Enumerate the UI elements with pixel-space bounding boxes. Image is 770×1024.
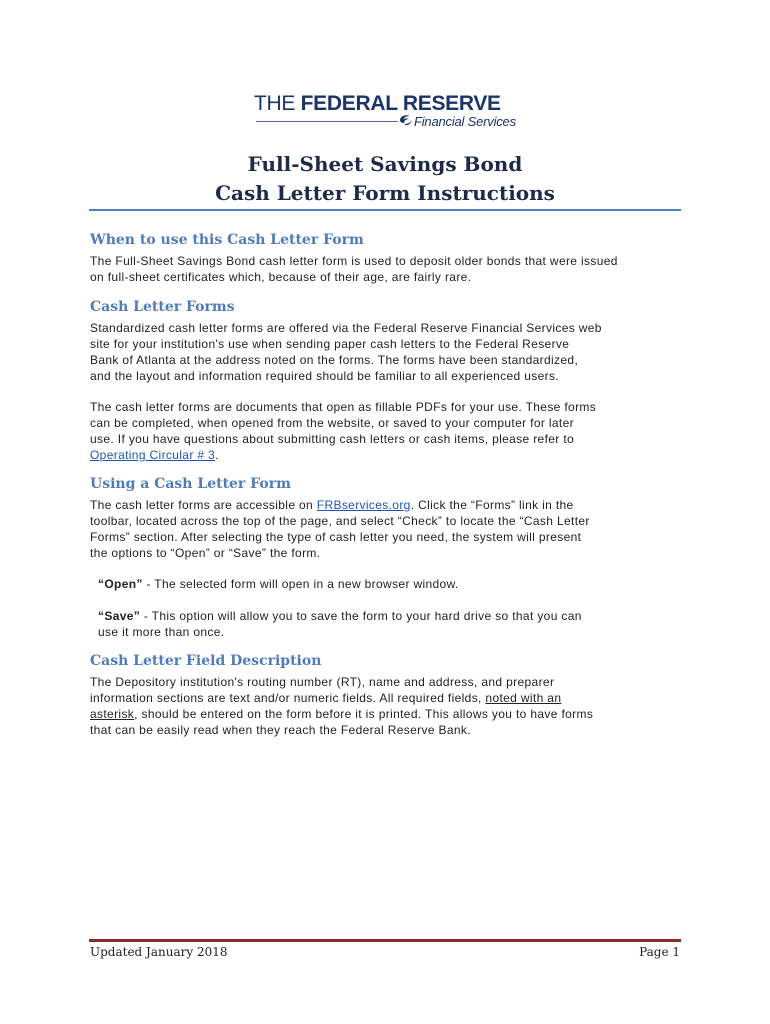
page-title xyxy=(90,150,680,208)
title-line-1: Full-Sheet Savings Bond xyxy=(247,152,523,176)
footer-updated-date: Updated January 2018 xyxy=(90,945,228,959)
text-line: use. If you have questions about submitting cash letters or cash items, please refer to xyxy=(90,432,575,446)
heading-when-to-use: When to use this Cash Letter Form xyxy=(90,232,364,248)
open-label: “Open” xyxy=(98,577,143,591)
text-fragment: The cash letter forms are accessible on xyxy=(90,498,317,512)
logo-wordmark xyxy=(254,92,501,116)
text-line: The Depository institution's routing number (RT), name and address, and preparer xyxy=(90,675,555,689)
title-line-2: Cash Letter Form Instructions xyxy=(215,181,555,205)
paragraph-field-description xyxy=(90,674,680,738)
text-line: that can be easily read when they reach the Federal Reserve Bank. xyxy=(90,723,471,737)
text-line xyxy=(98,608,678,624)
text-line: The cash letter forms are documents that open as fillable PDFs for your use. These forms xyxy=(90,400,597,414)
paragraph-when-to-use xyxy=(90,253,680,285)
save-label: “Save” xyxy=(98,609,141,623)
period: . xyxy=(215,448,219,462)
heading-field-description: Cash Letter Field Description xyxy=(90,653,322,669)
text-line: Bank of Atlanta at the address noted on the forms. The forms have been standardized, xyxy=(90,353,579,367)
logo-financial-services: Financial Services xyxy=(414,114,516,129)
text-fragment: , should be entered on the form before it is printed. This allows you to have forms xyxy=(134,707,594,721)
heading-cash-letter-forms: Cash Letter Forms xyxy=(90,299,235,315)
underlined-text: asterisk xyxy=(90,707,135,721)
logo-federal-reserve: FEDERAL RESERVE xyxy=(300,92,501,115)
footer-page-number: Page 1 xyxy=(639,945,680,959)
operating-circular-link[interactable]: Operating Circular # 3 xyxy=(90,448,216,462)
paragraph-forms-1 xyxy=(90,320,680,384)
text-line xyxy=(90,447,680,463)
text-line: Forms” section. After selecting the type of cash letter you need, the system will present xyxy=(90,530,582,544)
text-line xyxy=(98,576,678,592)
title-divider xyxy=(89,209,681,211)
underlined-text: noted with an xyxy=(485,691,562,705)
text-line: toolbar, located across the top of the page, and select “Check” to locate the “Cash Letter xyxy=(90,514,590,528)
paragraph-forms-2 xyxy=(90,399,680,463)
financial-services-swirl-icon xyxy=(398,113,414,127)
text-fragment: . Click the “Forms” link in the xyxy=(410,498,574,512)
logo-the: THE xyxy=(254,92,296,115)
text-line xyxy=(90,706,680,722)
footer-divider xyxy=(89,939,681,942)
save-description: - This option will allow you to save the form to your hard drive so that you can xyxy=(140,609,582,623)
heading-using-cash-letter-form: Using a Cash Letter Form xyxy=(90,476,291,492)
text-line: Standardized cash letter forms are offered via the Federal Reserve Financial Services web xyxy=(90,321,602,335)
text-line: The Full-Sheet Savings Bond cash letter form is used to deposit older bonds that were issued xyxy=(90,254,618,268)
text-line: and the layout and information required should be familiar to all experienced users. xyxy=(90,369,559,383)
paragraph-using xyxy=(90,497,680,561)
text-line: use it more than once. xyxy=(98,625,225,639)
option-save xyxy=(98,608,678,640)
frbservices-link[interactable]: FRBservices.org xyxy=(316,498,411,512)
text-line: on full-sheet certificates which, because of their age, are fairly rare. xyxy=(90,270,472,284)
text-line xyxy=(90,690,680,706)
logo-rule xyxy=(256,121,398,122)
text-line xyxy=(90,497,680,513)
option-open xyxy=(98,576,678,592)
text-line: site for your institution's use when sending paper cash letters to the Federal Reserve xyxy=(90,337,570,351)
text-fragment: information sections are text and/or numeric fields. All required fields, xyxy=(90,691,486,705)
text-line: the options to “Open” or “Save” the form. xyxy=(90,546,321,560)
text-line: can be completed, when opened from the website, or saved to your computer for later xyxy=(90,416,574,430)
federal-reserve-logo xyxy=(254,92,518,134)
open-description: - The selected form will open in a new browser window. xyxy=(142,577,459,591)
